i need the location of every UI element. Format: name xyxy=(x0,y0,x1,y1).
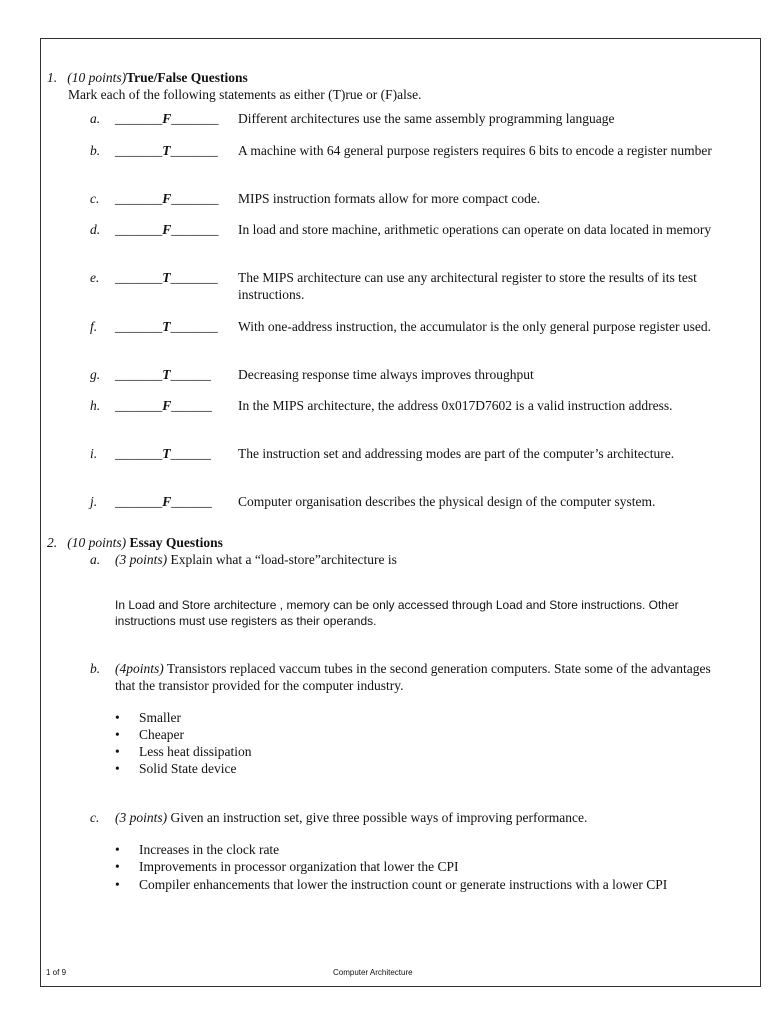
tf-statement: The MIPS architecture can use any architectural register to store the results of its test instructions. xyxy=(238,270,697,302)
tf-letter: e. xyxy=(90,270,100,285)
tf-answer: F xyxy=(162,398,172,413)
q2-points: (10 points) xyxy=(67,535,127,550)
tf-answer-blank: _______T_______ xyxy=(115,270,218,285)
list-item: Solid State device xyxy=(139,761,237,776)
tf-answer-blank: _______T______ xyxy=(115,446,211,461)
tf-letter: d. xyxy=(90,222,101,237)
bullet-icon: • xyxy=(115,727,120,742)
bullet-icon: • xyxy=(115,842,120,857)
q2a-answer: In Load and Store architecture , memory can be only accessed through Load and Store instructions. Other instructions must use registers as their operands. xyxy=(115,598,679,628)
q1-header xyxy=(47,69,248,86)
tf-answer: T xyxy=(162,270,171,285)
bullet-icon: • xyxy=(115,859,120,874)
list-item: Increases in the clock rate xyxy=(139,842,280,857)
q2b-letter: b. xyxy=(90,661,101,676)
tf-statement: A machine with 64 general purpose registers requires 6 bits to encode a register number xyxy=(238,143,712,158)
tf-statement: Decreasing response time always improves throughput xyxy=(238,367,534,382)
tf-answer: F xyxy=(162,111,172,126)
q2c-points: (3 points) xyxy=(115,810,168,825)
tf-answer-blank: _______T______ xyxy=(115,367,211,382)
tf-answer-blank: _______T_______ xyxy=(115,143,218,158)
q2b-question-text: Transistors replaced vaccum tubes in the second generation computers. State some of the advantages that the transistor provided for the computer industry. xyxy=(115,661,711,693)
list-item: Compiler enhancements that lower the instruction count or generate instructions with a lower CPI xyxy=(139,877,668,892)
tf-answer-blank: _______F_______ xyxy=(115,111,219,126)
tf-statement: Different architectures use the same assembly programming language xyxy=(238,111,615,126)
tf-statement: MIPS instruction formats allow for more compact code. xyxy=(238,191,541,206)
q2a-points: (3 points) xyxy=(115,552,168,567)
footer-page-number: 1 of 9 xyxy=(46,968,67,977)
q2a-letter: a. xyxy=(90,552,101,567)
tf-answer-blank: _______F_______ xyxy=(115,191,219,206)
q2-number: 2. xyxy=(47,535,58,550)
q2c-letter: c. xyxy=(90,810,100,825)
list-item: Cheaper xyxy=(139,727,184,742)
tf-statement: In the MIPS architecture, the address 0x017D7602 is a valid instruction address. xyxy=(238,398,673,413)
tf-answer: T xyxy=(162,143,171,158)
q2a-question xyxy=(115,551,397,568)
tf-answer-blank: _______T_______ xyxy=(115,319,218,334)
q2a-question-text: Explain what a “load-store”architecture is xyxy=(170,552,397,567)
q2c-question-text: Given an instruction set, give three possible ways of improving performance. xyxy=(170,810,588,825)
list-item: Improvements in processor organization that lower the CPI xyxy=(139,859,459,874)
tf-answer-blank: _______F______ xyxy=(115,494,212,509)
tf-answer: T xyxy=(162,446,171,461)
tf-statement: Computer organisation describes the physical design of the computer system. xyxy=(238,494,656,509)
q1-number: 1. xyxy=(47,70,58,85)
tf-letter: b. xyxy=(90,143,101,158)
tf-letter: f. xyxy=(90,319,98,334)
q1-points: (10 points) xyxy=(67,70,127,85)
tf-answer-blank: _______F_______ xyxy=(115,222,219,237)
q1-instruction: Mark each of the following statements as either (T)rue or (F)alse. xyxy=(68,87,422,102)
tf-statement: The instruction set and addressing modes are part of the computer’s architecture. xyxy=(238,446,675,461)
tf-answer: F xyxy=(162,222,172,237)
bullet-icon: • xyxy=(115,744,120,759)
q1-title: True/False Questions xyxy=(126,70,248,85)
list-item: Less heat dissipation xyxy=(139,744,252,759)
tf-letter: h. xyxy=(90,398,101,413)
bullet-icon: • xyxy=(115,761,120,776)
tf-answer: F xyxy=(162,494,172,509)
bullet-icon: • xyxy=(115,710,120,725)
tf-answer: T xyxy=(162,319,171,334)
tf-answer-blank: _______F______ xyxy=(115,398,212,413)
q2c-question xyxy=(115,809,587,826)
bullet-icon: • xyxy=(115,877,120,892)
tf-letter: j. xyxy=(90,494,98,509)
tf-statement: In load and store machine, arithmetic operations can operate on data located in memory xyxy=(238,222,712,237)
tf-letter: a. xyxy=(90,111,101,126)
tf-letter: c. xyxy=(90,191,100,206)
q2b-question xyxy=(115,660,730,694)
tf-answer: T xyxy=(162,367,171,382)
q2-title: Essay Questions xyxy=(129,535,223,550)
q2b-points: (4points) xyxy=(115,661,164,676)
tf-answer: F xyxy=(162,191,172,206)
q2-header xyxy=(47,534,223,551)
tf-letter: i. xyxy=(90,446,98,461)
tf-letter: g. xyxy=(90,367,101,382)
tf-statement: With one-address instruction, the accumulator is the only general purpose register used. xyxy=(238,319,711,334)
footer-course-title: Computer Architecture xyxy=(333,968,413,977)
list-item: Smaller xyxy=(139,710,181,725)
